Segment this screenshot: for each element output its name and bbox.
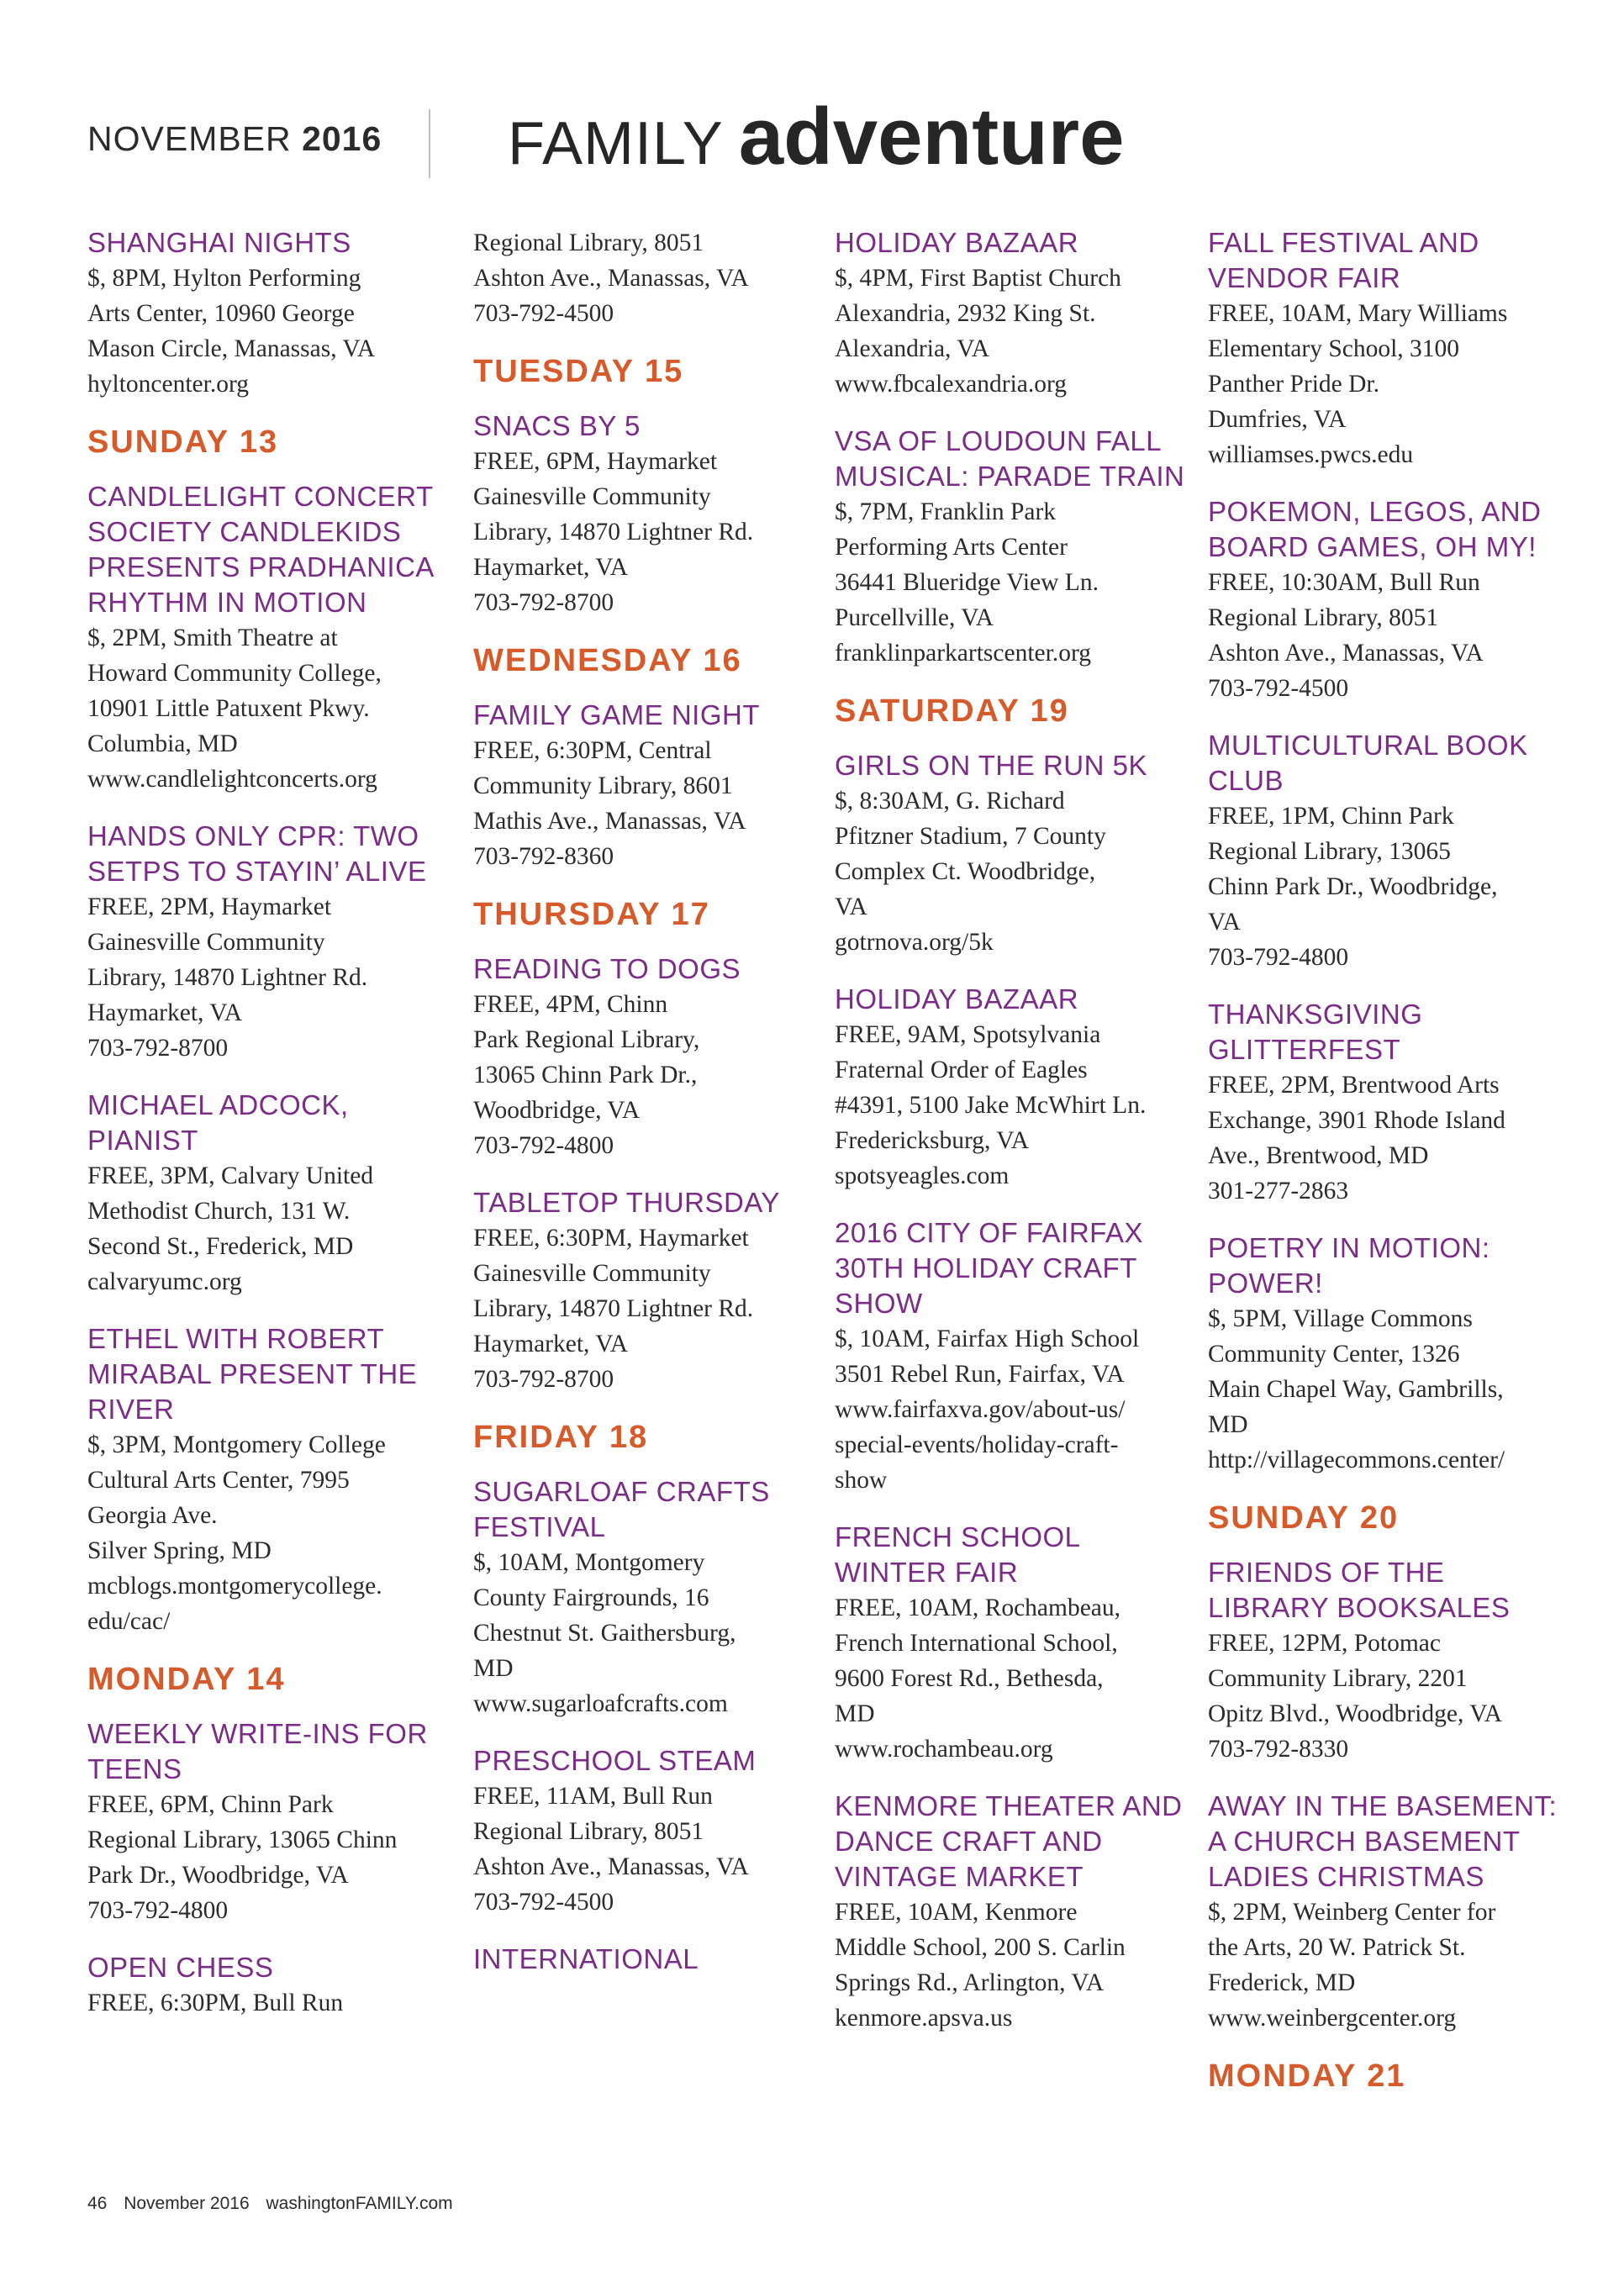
event-detail-line: $, 5PM, Village Commons	[1208, 1305, 1473, 1332]
event-detail-line: Pfitzner Stadium, 7 County	[835, 823, 1106, 850]
event-detail-line: 9600 Forest Rd., Bethesda,	[835, 1665, 1104, 1692]
event-detail-line: MD	[835, 1700, 875, 1727]
event-detail-line: Alexandria, VA	[835, 335, 990, 362]
event-detail-line: Middle School, 200 S. Carlin	[835, 1934, 1126, 1961]
event-detail-line: http://villagecommons.center/	[1208, 1447, 1505, 1473]
event-detail-line: FREE, 3PM, Calvary United	[87, 1162, 374, 1189]
event-listing	[87, 819, 440, 1066]
event-detail-line: www.sugarloafcrafts.com	[473, 1690, 728, 1717]
event-detail-line: Woodbridge, VA	[473, 1097, 641, 1124]
event-detail-line: williamses.pwcs.edu	[1208, 441, 1414, 468]
event-detail-line: $, 8:30AM, G. Richard	[835, 788, 1065, 814]
event-detail-line: Mathis Ave., Manassas, VA	[473, 808, 746, 835]
event-detail-line: the Arts, 20 W. Patrick St.	[1208, 1934, 1466, 1961]
event-listing	[835, 1789, 1188, 2036]
event-detail-line: Georgia Ave.	[87, 1502, 218, 1529]
event-detail-line: edu/cac/	[87, 1608, 171, 1635]
event-detail-line: 703-792-8700	[473, 589, 614, 616]
event-detail-line: www.candlelightconcerts.org	[87, 766, 377, 793]
event-detail-line: FREE, 2PM, Haymarket	[87, 893, 332, 920]
section-title-light: FAMILY	[508, 110, 724, 177]
event-title: FALL FESTIVAL AND VENDOR FAIR	[1208, 227, 1479, 293]
event-detail-line: Second St., Frederick, MD	[87, 1233, 354, 1260]
event-detail-line: $, 7PM, Franklin Park	[835, 498, 1057, 525]
event-detail-line: Columbia, MD	[87, 730, 238, 757]
event-detail-line: www.fairfaxva.gov/about-us/	[835, 1396, 1126, 1423]
event-title: ETHEL WITH ROBERT MIRABAL PRESENT THE RIVER	[87, 1323, 418, 1425]
section-title-bold: adventure	[738, 92, 1125, 182]
event-detail-line: Gainesville Community	[87, 929, 325, 956]
event-detail-line: MD	[1208, 1411, 1248, 1438]
event-detail-line: #4391, 5100 Jake McWhirt Ln.	[835, 1092, 1147, 1119]
event-detail-line: 703-792-4800	[1208, 944, 1349, 971]
event-listing	[835, 748, 1188, 960]
event-detail-line: Regional Library, 8051	[473, 229, 704, 256]
event-detail-line: Ashton Ave., Manassas, VA	[1208, 640, 1484, 667]
issue-month: NOVEMBER	[87, 119, 292, 158]
event-detail-line: Mason Circle, Manassas, VA	[87, 335, 376, 362]
event-detail-line: FREE, 1PM, Chinn Park	[1208, 803, 1454, 830]
event-listing	[473, 698, 826, 874]
day-heading: SATURDAY 19	[835, 693, 1069, 729]
event-listing	[473, 1185, 826, 1397]
event-detail-line: $, 8PM, Hylton Performing	[87, 265, 361, 292]
event-detail-line: Community Library, 8601	[473, 772, 733, 799]
event-title: MICHAEL ADCOCK, PIANIST	[87, 1089, 349, 1156]
event-detail-line: FREE, 2PM, Brentwood Arts	[1208, 1072, 1500, 1099]
event-detail-line: Community Center, 1326	[1208, 1341, 1460, 1368]
event-title: HANDS ONLY CPR: TWO SETPS TO STAYIN’ ALIVE	[87, 820, 427, 887]
event-title: HOLIDAY BAZAAR	[835, 983, 1079, 1015]
event-detail-line: hyltoncenter.org	[87, 371, 249, 398]
event-title: VSA OF LOUDOUN FALL MUSICAL: PARADE TRAIN	[835, 425, 1185, 492]
event-detail-line: 703-792-4500	[1208, 675, 1349, 702]
event-detail-line: 10901 Little Patuxent Pkwy.	[87, 695, 370, 722]
event-detail-line: Ashton Ave., Manassas, VA	[473, 265, 749, 292]
event-detail-line: FREE, 11AM, Bull Run	[473, 1783, 713, 1810]
event-title: 2016 CITY OF FAIRFAX 30TH HOLIDAY CRAFT SHOW	[835, 1217, 1144, 1319]
event-detail-line: Park Dr., Woodbridge, VA	[87, 1862, 349, 1889]
event-title: READING TO DOGS	[473, 953, 741, 984]
column-2	[473, 225, 826, 1999]
event-detail-line: Ashton Ave., Manassas, VA	[473, 1853, 749, 1880]
event-detail-line: Springs Rd., Arlington, VA	[835, 1969, 1105, 1996]
event-listing	[835, 1520, 1188, 1767]
event-listing	[1208, 494, 1561, 706]
column-1	[87, 225, 440, 2042]
event-listing	[1208, 225, 1561, 472]
event-listing	[87, 1716, 440, 1928]
event-detail-line: show	[835, 1467, 888, 1494]
event-detail-line: kenmore.apsva.us	[835, 2005, 1013, 2032]
event-detail-line: calvaryumc.org	[87, 1268, 242, 1295]
event-detail-line: spotsyeagles.com	[835, 1162, 1010, 1189]
event-detail-line: $, 10AM, Fairfax High School	[835, 1326, 1140, 1352]
event-listing	[835, 424, 1188, 671]
event-detail-line: FREE, 9AM, Spotsylvania	[835, 1021, 1101, 1048]
event-detail-line: MD	[473, 1655, 514, 1682]
event-title: OPEN CHESS	[87, 1952, 274, 1983]
event-detail-line: Panther Pride Dr.	[1208, 371, 1380, 398]
event-title: WEEKLY WRITE-INS FOR TEENS	[87, 1718, 428, 1784]
event-title: AWAY IN THE BASEMENT: A CHURCH BASEMENT LADIES CHRISTMAS	[1208, 1790, 1558, 1892]
event-detail-line: Haymarket, VA	[473, 554, 629, 581]
event-detail-line: FREE, 6:30PM, Haymarket	[473, 1225, 749, 1252]
event-detail-line: Fredericksburg, VA	[835, 1127, 1030, 1154]
event-listing	[1208, 1231, 1561, 1478]
column-4	[1208, 225, 1561, 2113]
event-detail-line: FREE, 6:30PM, Bull Run	[87, 1990, 344, 2016]
event-detail-line: FREE, 6:30PM, Central	[473, 737, 712, 764]
event-detail-line: County Fairgrounds, 16	[473, 1584, 709, 1611]
event-title: THANKSGIVING GLITTERFEST	[1208, 999, 1423, 1065]
event-title: SUGARLOAF CRAFTS FESTIVAL	[473, 1476, 770, 1542]
event-title: FRENCH SCHOOL WINTER FAIR	[835, 1521, 1080, 1588]
event-title: CANDLELIGHT CONCERT SOCIETY CANDLEKIDS PRESENTS PRADHANICA RHYTHM IN MOTION	[87, 481, 434, 618]
event-detail-line: 703-792-4800	[87, 1897, 229, 1924]
event-detail-line: Haymarket, VA	[87, 999, 243, 1026]
event-detail-line: FREE, 10AM, Rochambeau,	[835, 1594, 1121, 1621]
event-detail-line: FREE, 4PM, Chinn	[473, 991, 668, 1018]
event-listing	[1208, 997, 1561, 1209]
section-title	[508, 91, 1125, 183]
event-detail-line: Main Chapel Way, Gambrills,	[1208, 1376, 1504, 1403]
event-detail-line: Ave., Brentwood, MD	[1208, 1142, 1429, 1169]
day-heading: TUESDAY 15	[473, 354, 684, 389]
event-detail-line: Howard Community College,	[87, 660, 382, 687]
event-detail-line: Dumfries, VA	[1208, 406, 1347, 433]
event-title: FRIENDS OF THE LIBRARY BOOKSALES	[1208, 1557, 1511, 1623]
event-detail-line: $, 4PM, First Baptist Church	[835, 265, 1121, 292]
footer-site: washingtonFAMILY.com	[266, 2194, 453, 2213]
event-detail-line: mcblogs.montgomerycollege.	[87, 1573, 382, 1600]
event-listing	[473, 408, 826, 620]
event-listing	[1208, 1555, 1561, 1767]
day-heading: FRIDAY 18	[473, 1420, 649, 1455]
event-title: SHANGHAI NIGHTS	[87, 227, 351, 258]
event-listing	[835, 982, 1188, 1194]
event-title: MULTICULTURAL BOOK CLUB	[1208, 730, 1528, 796]
event-title: HOLIDAY BAZAAR	[835, 227, 1079, 258]
event-title: TABLETOP THURSDAY	[473, 1187, 780, 1218]
event-detail-line: Arts Center, 10960 George	[87, 300, 355, 327]
event-detail-line: FREE, 12PM, Potomac	[1208, 1630, 1441, 1657]
event-detail-line: Alexandria, 2932 King St.	[835, 300, 1096, 327]
event-detail-line: FREE, 10AM, Kenmore	[835, 1899, 1078, 1926]
event-title: SNACS BY 5	[473, 410, 641, 441]
event-listing	[835, 1215, 1188, 1498]
event-detail-line: French International School,	[835, 1630, 1118, 1657]
event-detail-line: www.rochambeau.org	[835, 1736, 1053, 1763]
event-detail-line: Elementary School, 3100	[1208, 335, 1460, 362]
event-detail-line: VA	[1208, 909, 1241, 936]
event-detail-line: Library, 14870 Lightner Rd.	[87, 964, 368, 991]
event-detail-line: gotrnova.org/5k	[835, 929, 994, 956]
event-detail-line: Methodist Church, 131 W.	[87, 1198, 351, 1225]
event-listing	[473, 1942, 826, 1977]
event-detail-line: FREE, 10AM, Mary Williams	[1208, 300, 1508, 327]
event-detail-line: Chinn Park Dr., Woodbridge,	[1208, 873, 1498, 900]
event-title: KENMORE THEATER AND DANCE CRAFT AND VINTAGE MARKET	[835, 1790, 1183, 1892]
event-detail-line: 3501 Rebel Run, Fairfax, VA	[835, 1361, 1125, 1388]
event-detail-line: special-events/holiday-craft-	[835, 1431, 1119, 1458]
event-listing	[473, 951, 826, 1163]
event-detail-line: Library, 14870 Lightner Rd.	[473, 1295, 754, 1322]
event-listing	[473, 225, 826, 331]
page-footer	[87, 2194, 465, 2214]
event-listing	[87, 1088, 440, 1299]
event-detail-line: 703-792-4500	[473, 1889, 614, 1916]
event-detail-line: www.fbcalexandria.org	[835, 371, 1068, 398]
event-detail-line: Complex Ct. Woodbridge,	[835, 858, 1096, 885]
event-detail-line: 703-792-4500	[473, 300, 614, 327]
event-title: POETRY IN MOTION: POWER!	[1208, 1232, 1490, 1299]
event-detail-line: Purcellville, VA	[835, 604, 994, 631]
event-detail-line: www.weinbergcenter.org	[1208, 2005, 1457, 2032]
masthead	[87, 91, 1600, 183]
event-detail-line: Gainesville Community	[473, 483, 711, 510]
event-detail-line: FREE, 6PM, Chinn Park	[87, 1791, 334, 1818]
event-title: FAMILY GAME NIGHT	[473, 699, 760, 730]
event-detail-line: Gainesville Community	[473, 1260, 711, 1287]
event-detail-line: $, 10AM, Montgomery	[473, 1549, 705, 1576]
event-detail-line: Library, 14870 Lightner Rd.	[473, 519, 754, 546]
day-heading: MONDAY 21	[1208, 2058, 1406, 2094]
event-listing	[87, 1321, 440, 1639]
page-number: 46	[87, 2194, 108, 2213]
event-listing	[473, 1743, 826, 1920]
event-detail-line: Regional Library, 8051	[473, 1818, 704, 1845]
day-heading: WEDNESDAY 16	[473, 643, 742, 678]
event-detail-line: 703-792-8700	[473, 1366, 614, 1393]
event-detail-line: $, 2PM, Weinberg Center for	[1208, 1899, 1496, 1926]
day-heading: SUNDAY 20	[1208, 1500, 1400, 1536]
event-detail-line: Chestnut St. Gaithersburg,	[473, 1620, 736, 1647]
event-listing	[1208, 728, 1561, 975]
event-detail-line: Community Library, 2201	[1208, 1665, 1468, 1692]
event-detail-line: 13065 Chinn Park Dr.,	[473, 1062, 698, 1088]
footer-issue: November 2016	[124, 2194, 250, 2213]
event-title: PRESCHOOL STEAM	[473, 1745, 757, 1776]
event-detail-line: 703-792-8330	[1208, 1736, 1349, 1763]
event-listing	[87, 225, 440, 402]
event-detail-line: 703-792-8700	[87, 1035, 229, 1062]
event-detail-line: VA	[835, 893, 867, 920]
issue-year: 2016	[302, 119, 382, 158]
event-detail-line: Performing Arts Center	[835, 534, 1068, 561]
event-detail-line: Regional Library, 13065 Chinn	[87, 1826, 398, 1853]
event-detail-line: Park Regional Library,	[473, 1026, 700, 1053]
event-detail-line: Regional Library, 8051	[1208, 604, 1439, 631]
event-detail-line: $, 2PM, Smith Theatre at	[87, 625, 338, 651]
event-title: POKEMON, LEGOS, AND BOARD GAMES, OH MY!	[1208, 496, 1542, 562]
event-detail-line: 301-277-2863	[1208, 1178, 1349, 1204]
event-detail-line: Exchange, 3901 Rhode Island	[1208, 1107, 1505, 1134]
event-listing	[1208, 1789, 1561, 2036]
event-detail-line: FREE, 6PM, Haymarket	[473, 448, 718, 475]
event-title: INTERNATIONAL	[473, 1943, 699, 1974]
event-detail-line: Silver Spring, MD	[87, 1537, 272, 1564]
event-listing	[87, 1950, 440, 2021]
event-detail-line: $, 3PM, Montgomery College	[87, 1431, 386, 1458]
event-listing	[87, 479, 440, 797]
event-detail-line: Frederick, MD	[1208, 1969, 1356, 1996]
event-title: GIRLS ON THE RUN 5K	[835, 750, 1147, 781]
event-detail-line: Cultural Arts Center, 7995	[87, 1467, 350, 1494]
day-heading: SUNDAY 13	[87, 424, 279, 460]
event-detail-line: Haymarket, VA	[473, 1331, 629, 1357]
day-heading: MONDAY 14	[87, 1662, 286, 1697]
column-3	[835, 225, 1188, 2058]
event-detail-line: 36441 Blueridge View Ln.	[835, 569, 1099, 596]
event-listing	[835, 225, 1188, 402]
day-heading: THURSDAY 17	[473, 897, 710, 932]
masthead-divider	[429, 109, 430, 178]
event-detail-line: Fraternal Order of Eagles	[835, 1057, 1088, 1083]
event-detail-line: FREE, 10:30AM, Bull Run	[1208, 569, 1480, 596]
event-detail-line: 703-792-4800	[473, 1132, 614, 1159]
event-detail-line: franklinparkartscenter.org	[835, 640, 1091, 667]
issue-date	[87, 119, 382, 159]
event-detail-line: 703-792-8360	[473, 843, 614, 870]
event-detail-line: Regional Library, 13065	[1208, 838, 1451, 865]
event-listing	[473, 1474, 826, 1721]
event-detail-line: Opitz Blvd., Woodbridge, VA	[1208, 1700, 1502, 1727]
